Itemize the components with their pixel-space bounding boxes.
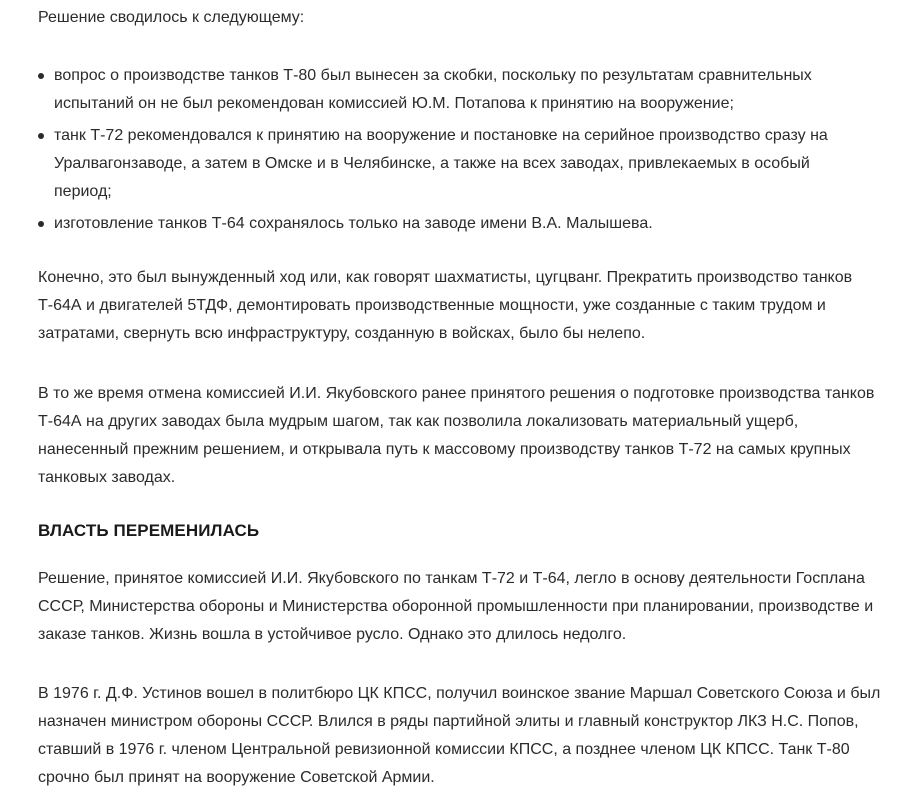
- section-heading: ВЛАСТЬ ПЕРЕМЕНИЛАСЬ: [38, 521, 260, 540]
- decision-list: [38, 62, 868, 242]
- paragraph-commission-decision: В то же время отмена комиссией И.И. Якубовского ранее принятого решения о подготовке производства танков Т-64А на других заводах была мудрым шагом, так как позволила локализовать материальный ущерб, нанесенный прежним решением, и открывала путь к массовому производству танков Т-72 на самых крупных танковых заводах.: [38, 385, 875, 486]
- intro-paragraph: Решение сводилось к следующему:: [38, 9, 305, 26]
- paragraph-ustinov: В 1976 г. Д.Ф. Устинов вошел в политбюро ЦК КПСС, получил воинское звание Маршал Советского Союза и был назначен министром обороны СССР. Влился в ряды партийной элиты и главный конструктор ЛКЗ Н.С. Попов, ставший в 1976 г. членом Центральной ревизионной комиссии КПСС, а позднее членом ЦК КПСС. Танк Т-80 срочно был принят на вооружение Советской Армии.: [38, 685, 881, 786]
- list-item: вопрос о производстве танков Т-80 был вынесен за скобки, поскольку по результатам сравнительных испытаний он не был рекомендован комиссией Ю.М. Потапова к принятию на вооружение;: [38, 62, 868, 118]
- paragraph-gosplan: Решение, принятое комиссией И.И. Якубовского по танкам Т-72 и Т-64, легло в основу деятельности Госплана СССР, Министерства обороны и Министерства оборонной промышленности при планировании, производстве и заказе танков. Жизнь вошла в устойчивое русло. Однако это длилось недолго.: [38, 570, 874, 643]
- paragraph-zugzwang: Конечно, это был вынужденный ход или, как говорят шахматисты, цугцванг. Прекратить производство танков Т-64А и двигателей 5ТДФ, демонтировать производственные мощности, уже созданные с таким трудом и затратами, свернуть всю инфраструктуру, созданную в войсках, было бы нелепо.: [38, 269, 853, 342]
- list-item: изготовление танков Т-64 сохранялось только на заводе имени В.А. Малышева.: [38, 210, 868, 238]
- list-item: танк Т-72 рекомендовался к принятию на вооружение и постановке на серийное производство сразу на Уралвагонзаводе, а затем в Омске и в Челябинске, а также на всех заводах, привлекаемых в особый период;: [38, 122, 868, 206]
